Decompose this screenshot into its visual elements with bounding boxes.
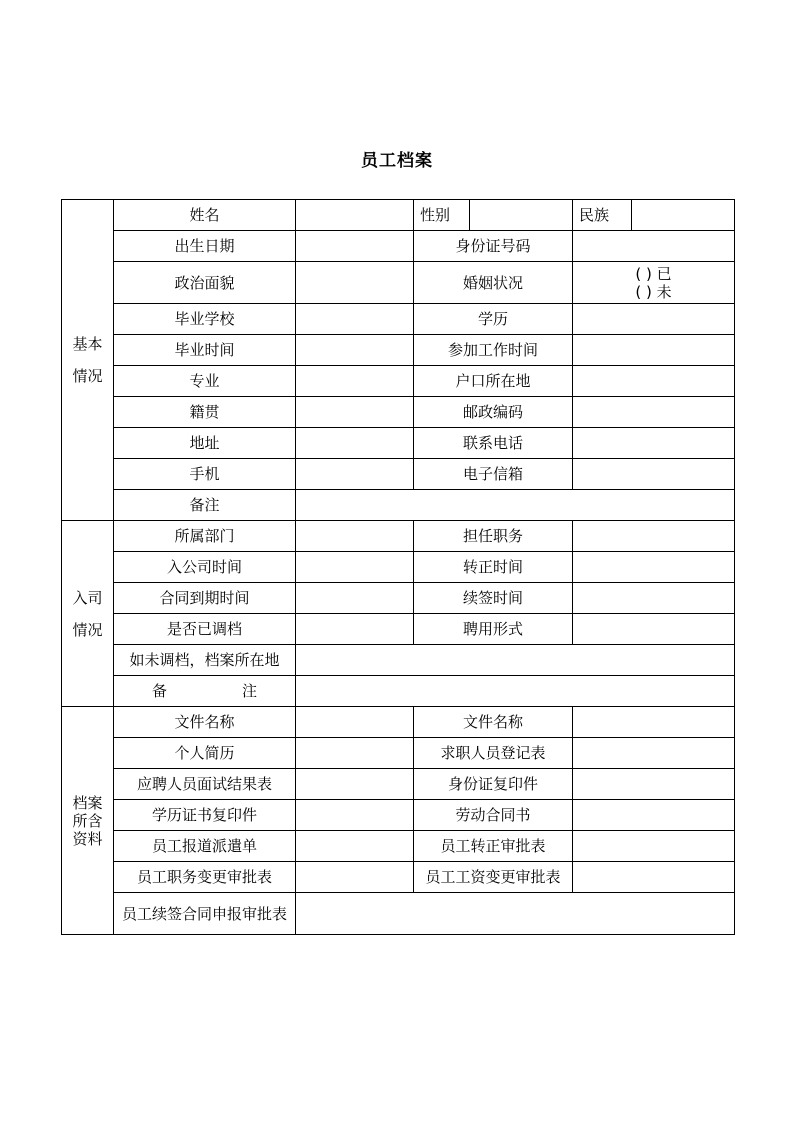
section-company-line-2: 情况: [72, 620, 103, 639]
basic-remarks-label: 备注: [114, 490, 296, 521]
file-row-3-right-check[interactable]: [573, 800, 735, 831]
file-row-4-right-check[interactable]: [573, 831, 735, 862]
marital-status-options[interactable]: [573, 262, 735, 304]
address-field[interactable]: [296, 428, 414, 459]
mobile-field[interactable]: [296, 459, 414, 490]
files-header-right-check[interactable]: [573, 707, 735, 738]
file-row-6-left: 员工续签合同申报审批表: [114, 893, 296, 935]
section-basic-label: [62, 200, 114, 521]
section-files-line-1: 档案: [72, 793, 103, 812]
company-remarks-field[interactable]: [296, 676, 735, 707]
section-company-line-1: 入司: [72, 588, 103, 607]
major-label: 专业: [114, 366, 296, 397]
file-row-2-right: 身份证复印件: [414, 769, 573, 800]
section-basic-line-1: 基本: [72, 335, 103, 353]
grad-time-label: 毕业时间: [114, 335, 296, 366]
work-start-label: 参加工作时间: [414, 335, 573, 366]
file-row-3-right: 劳动合同书: [414, 800, 573, 831]
ethnicity-field[interactable]: [632, 200, 735, 231]
hukou-label: 户口所在地: [414, 366, 573, 397]
position-label: 担任职务: [414, 521, 573, 552]
section-company-label: [62, 521, 114, 707]
file-row-1-left: 个人简历: [114, 738, 296, 769]
hukou-field[interactable]: [573, 366, 735, 397]
renewal-date-label: 续签时间: [414, 583, 573, 614]
email-label: 电子信箱: [414, 459, 573, 490]
renewal-date-field[interactable]: [573, 583, 735, 614]
file-row-5-left: 员工职务变更审批表: [114, 862, 296, 893]
contract-expiry-label: 合同到期时间: [114, 583, 296, 614]
phone-label: 联系电话: [414, 428, 573, 459]
file-row-4-right: 员工转正审批表: [414, 831, 573, 862]
native-place-label: 籍贯: [114, 397, 296, 428]
employment-form-field[interactable]: [573, 614, 735, 645]
marital-status-label: 婚姻状况: [414, 262, 573, 304]
marital-option-unmarried[interactable]: ( ) 未: [635, 282, 672, 301]
phone-field[interactable]: [573, 428, 735, 459]
address-label: 地址: [114, 428, 296, 459]
files-header-left-check[interactable]: [296, 707, 414, 738]
file-row-6-field[interactable]: [296, 893, 735, 935]
join-date-label: 入公司时间: [114, 552, 296, 583]
file-transferred-field[interactable]: [296, 614, 414, 645]
files-header-left: 文件名称: [114, 707, 296, 738]
file-row-1-left-check[interactable]: [296, 738, 414, 769]
company-remarks-char-2: 注: [241, 682, 257, 700]
file-row-1-right-check[interactable]: [573, 738, 735, 769]
marital-option-married[interactable]: ( ) 已: [635, 264, 672, 283]
file-row-3-left: 学历证书复印件: [114, 800, 296, 831]
basic-remarks-field[interactable]: [296, 490, 735, 521]
file-row-2-left: 应聘人员面试结果表: [114, 769, 296, 800]
ethnicity-label: 民族: [573, 200, 632, 231]
gender-label: 性别: [414, 200, 470, 231]
grad-time-field[interactable]: [296, 335, 414, 366]
company-remarks-char-1: 备: [151, 682, 167, 700]
regular-date-field[interactable]: [573, 552, 735, 583]
native-place-field[interactable]: [296, 397, 414, 428]
file-row-4-left-check[interactable]: [296, 831, 414, 862]
employee-file-form: [61, 199, 735, 935]
work-start-field[interactable]: [573, 335, 735, 366]
political-status-field[interactable]: [296, 262, 414, 304]
file-row-3-left-check[interactable]: [296, 800, 414, 831]
department-field[interactable]: [296, 521, 414, 552]
file-row-5-right: 员工工资变更审批表: [414, 862, 573, 893]
school-label: 毕业学校: [114, 304, 296, 335]
file-row-2-left-check[interactable]: [296, 769, 414, 800]
file-row-5-left-check[interactable]: [296, 862, 414, 893]
section-files-label: [62, 707, 114, 935]
education-label: 学历: [414, 304, 573, 335]
name-field[interactable]: [296, 200, 414, 231]
file-transferred-label: 是否已调档: [114, 614, 296, 645]
id-number-field[interactable]: [573, 231, 735, 262]
postal-code-label: 邮政编码: [414, 397, 573, 428]
files-header-right: 文件名称: [414, 707, 573, 738]
contract-expiry-field[interactable]: [296, 583, 414, 614]
political-status-label: 政治面貌: [114, 262, 296, 304]
birth-date-label: 出生日期: [114, 231, 296, 262]
join-date-field[interactable]: [296, 552, 414, 583]
mobile-label: 手机: [114, 459, 296, 490]
postal-code-field[interactable]: [573, 397, 735, 428]
section-basic-line-2: 情况: [72, 367, 103, 385]
section-files-line-3: 资料: [72, 829, 103, 848]
file-row-1-right: 求职人员登记表: [414, 738, 573, 769]
file-location-field[interactable]: [296, 645, 735, 676]
file-row-5-right-check[interactable]: [573, 862, 735, 893]
section-files-line-2: 所含: [72, 811, 103, 830]
school-field[interactable]: [296, 304, 414, 335]
education-field[interactable]: [573, 304, 735, 335]
gender-field[interactable]: [470, 200, 573, 231]
file-row-2-right-check[interactable]: [573, 769, 735, 800]
email-field[interactable]: [573, 459, 735, 490]
position-field[interactable]: [573, 521, 735, 552]
regular-date-label: 转正时间: [414, 552, 573, 583]
file-row-4-left: 员工报道派遣单: [114, 831, 296, 862]
file-location-label: 如未调档，档案所在地: [114, 645, 296, 676]
page-title: 员工档案: [361, 151, 433, 171]
birth-date-field[interactable]: [296, 231, 414, 262]
employment-form-label: 聘用形式: [414, 614, 573, 645]
department-label: 所属部门: [114, 521, 296, 552]
name-label: 姓名: [114, 200, 296, 231]
id-number-label: 身份证号码: [414, 231, 573, 262]
major-field[interactable]: [296, 366, 414, 397]
company-remarks-label: [114, 676, 296, 707]
